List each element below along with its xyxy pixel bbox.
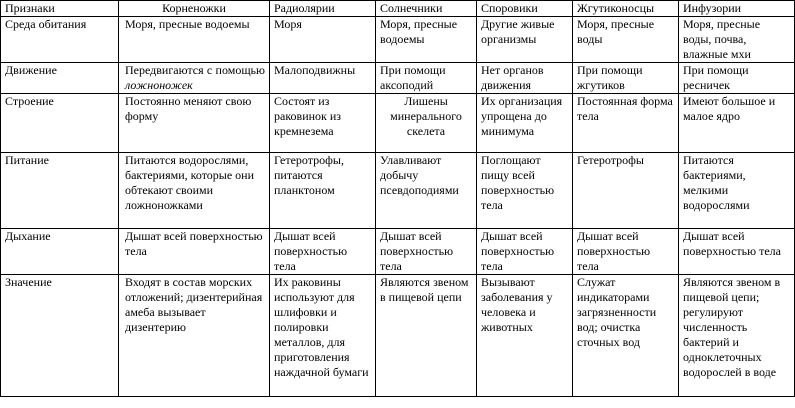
table-cell: Дышат всей поверхностью тела (573, 229, 679, 275)
row-label-habitat: Среда обитания (1, 17, 119, 63)
header-cell-sporoviki: Споровики (477, 1, 573, 17)
table-cell: Лишены минерального скелета (376, 94, 477, 153)
table-cell: Входят в состав морских отложений; дизентерийная амеба вызывает дизентерию (119, 275, 270, 397)
table-cell: Состоят из раковинок из кремнезема (270, 94, 376, 153)
table-cell: Другие живые организмы (477, 17, 573, 63)
table-cell: Нет органов движения (477, 63, 573, 94)
table-cell: Дышат всей поверхностью тела (679, 229, 795, 275)
table-row (1, 63, 795, 94)
table-cell: Вызывают заболевания у человека и животных (477, 275, 573, 397)
table-cell: Гетеротрофы, питаются планктоном (270, 153, 376, 229)
table-row (1, 153, 795, 229)
table-cell: Гетеротрофы (573, 153, 679, 229)
cell-text: Передвигаются с помощью (125, 63, 265, 77)
table-cell: При помощи жгутиков (573, 63, 679, 94)
table-cell: Служат индикаторами загрязненности вод; очистка сточных вод (573, 275, 679, 397)
header-cell-korneножki: Корненожки (119, 1, 270, 17)
table-row (1, 275, 795, 397)
table-row (1, 94, 795, 153)
table-cell: Улавливают добычу псевдоподиями (376, 153, 477, 229)
table-cell: При помощи ресничек (679, 63, 795, 94)
header-cell-features: Признаки (1, 1, 119, 17)
table-cell: Моря, пресные воды, почва, влажные мхи (679, 17, 795, 63)
table-cell: Дышат всей поверхностью тела (477, 229, 573, 275)
table-cell: Дышат всей поверхностью тела (119, 229, 270, 275)
table-cell: Их организация упрощена до минимума (477, 94, 573, 153)
table-cell: Поглощают пищу всей поверхностью тела (477, 153, 573, 229)
header-cell-infuzorii: Инфузории (679, 1, 795, 17)
row-label-structure: Строение (1, 94, 119, 153)
table-header-row (1, 1, 795, 17)
table-cell: Дышат всей поверхностью тела (376, 229, 477, 275)
table-cell: Малоподвижны (270, 63, 376, 94)
table-cell: Питаются бактериями, мелкими водорослями (679, 153, 795, 229)
table-cell (119, 63, 270, 94)
row-label-respiration: Дыхание (1, 229, 119, 275)
table-cell: Являются звеном в пищевой цепи (376, 275, 477, 397)
table-cell: Имеют большое и малое ядро (679, 94, 795, 153)
table-cell: Моря (270, 17, 376, 63)
cell-text-italic: ложноножек (125, 78, 193, 92)
header-cell-zhgutikonostsy: Жгутиконосцы (573, 1, 679, 17)
table-cell: Моря, пресные водоемы (376, 17, 477, 63)
table-cell: Постоянная форма тела (573, 94, 679, 153)
table-cell: Дышат всей поверхностью тела (270, 229, 376, 275)
table-row (1, 17, 795, 63)
table-cell: Их раковины используют для шлифовки и полировки металлов, для приготовления наждачной бумаги (270, 275, 376, 397)
table-cell: Являются звеном в пищевой цепи; регулируют численность бактерий и одноклеточных водорослей в воде (679, 275, 795, 397)
header-cell-solnechniki: Солнечники (376, 1, 477, 17)
table-row (1, 229, 795, 275)
header-cell-radiolarii: Радиолярии (270, 1, 376, 17)
table-cell: Питаются водорослями, бактериями, которые они обтекают своими ложноножками (119, 153, 270, 229)
row-label-nutrition: Питание (1, 153, 119, 229)
table-cell: Моря, пресные водоемы (119, 17, 270, 63)
table-cell: Моря, пресные воды (573, 17, 679, 63)
table-cell: При помощи аксоподий (376, 63, 477, 94)
row-label-movement: Движение (1, 63, 119, 94)
table-cell: Постоянно меняют свою форму (119, 94, 270, 153)
row-label-significance: Значение (1, 275, 119, 397)
